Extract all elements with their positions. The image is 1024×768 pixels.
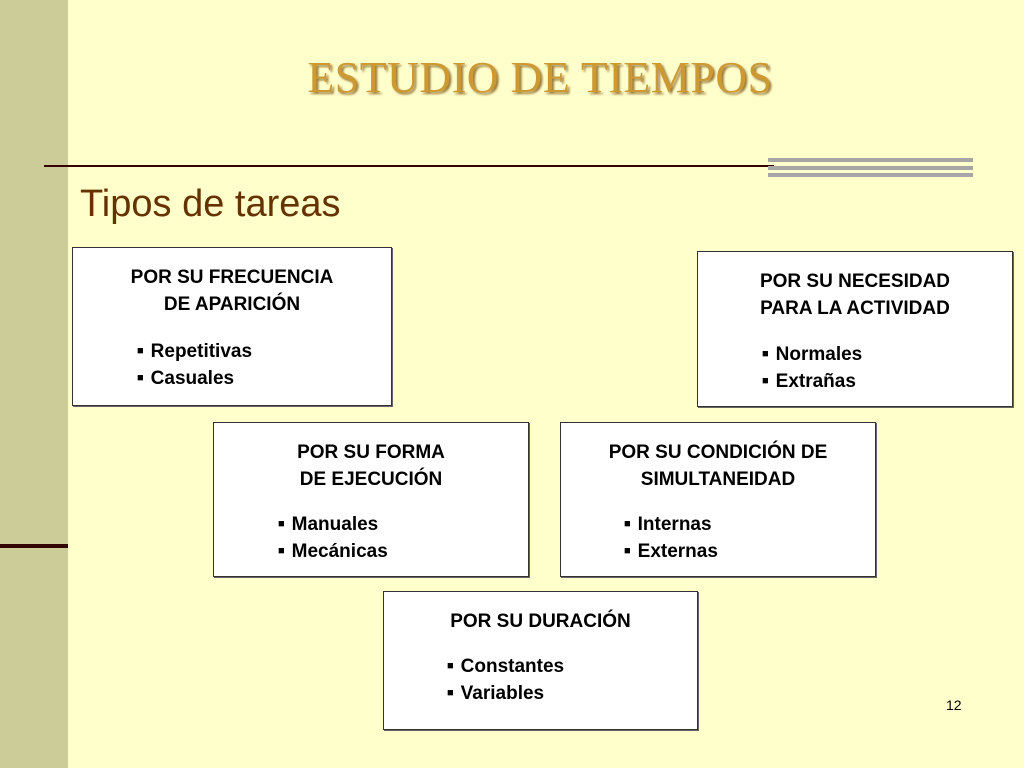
square-bullet-icon: ■ (137, 372, 144, 384)
square-bullet-icon: ■ (762, 348, 769, 360)
box-frecuencia (72, 247, 392, 406)
list-item: ■ Internas (624, 514, 712, 535)
box-item-list (762, 341, 862, 395)
list-item: ■ Variables (447, 683, 545, 704)
list-item: ■ Externas (624, 541, 718, 562)
box-heading-line: POR SU CONDICIÓN DE (608, 442, 828, 463)
box-heading-line: DE EJECUCIÓN (299, 469, 443, 490)
box-duracion (383, 591, 698, 730)
box-heading (384, 608, 697, 635)
list-item: ■ Normales (762, 344, 863, 365)
square-bullet-icon: ■ (447, 660, 454, 672)
box-heading (214, 439, 528, 493)
list-item: ■ Mecánicas (278, 541, 388, 562)
list-item: ■ Extrañas (762, 371, 856, 392)
box-heading-line: SIMULTANEIDAD (640, 469, 796, 490)
list-item: ■ Casuales (137, 368, 235, 389)
list-item: ■ Constantes (447, 656, 565, 677)
page-number: 12 (946, 697, 962, 713)
box-heading (73, 264, 391, 318)
square-bullet-icon: ■ (447, 687, 454, 699)
square-bullet-icon: ■ (624, 545, 631, 557)
square-bullet-icon: ■ (762, 375, 769, 387)
slide-title: ESTUDIO DE TIEMPOS (307, 53, 773, 102)
slide-subtitle: Tipos de tareas (80, 183, 341, 225)
box-heading (698, 268, 1012, 322)
box-item-list (137, 338, 252, 392)
box-heading-line: POR SU DURACIÓN (450, 611, 631, 632)
square-bullet-icon: ■ (624, 518, 631, 530)
side-bar-accent (0, 544, 68, 548)
title-divider (44, 165, 774, 167)
box-item-list (278, 511, 388, 565)
box-heading-line: POR SU FRECUENCIA (130, 267, 334, 288)
box-necesidad (697, 251, 1013, 407)
box-condicion (560, 422, 876, 577)
box-item-list (447, 653, 564, 707)
list-item: ■ Repetitivas (137, 341, 253, 362)
square-bullet-icon: ■ (278, 518, 285, 530)
box-heading-line: PARA LA ACTIVIDAD (760, 298, 950, 319)
square-bullet-icon: ■ (137, 345, 144, 357)
side-bar (0, 0, 68, 768)
box-heading-line: POR SU FORMA (297, 442, 445, 463)
box-heading-line: DE APARICIÓN (163, 294, 301, 315)
list-item: ■ Manuales (278, 514, 379, 535)
box-heading-line: POR SU NECESIDAD (759, 271, 951, 292)
title-divider-bars (768, 158, 973, 178)
box-item-list (624, 511, 718, 565)
box-heading (561, 439, 875, 493)
square-bullet-icon: ■ (278, 545, 285, 557)
box-forma (213, 422, 529, 577)
